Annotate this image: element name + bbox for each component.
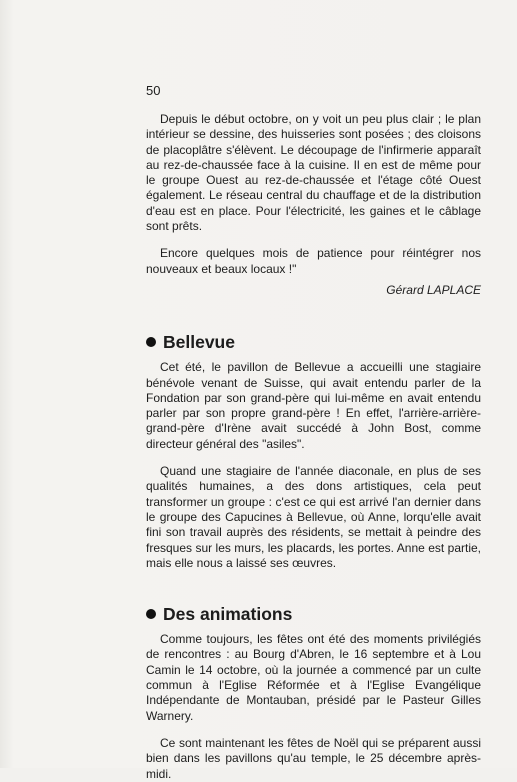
bullet-icon xyxy=(146,337,156,347)
section-heading-animations xyxy=(146,604,481,624)
animations-paragraph-2: Ce sont maintenant les fêtes de Noël qui se préparent aussi bien dans les pavillons qu'au temple, le 25 décembre après-midi. xyxy=(146,735,481,781)
section-heading-text: Des animations xyxy=(163,604,293,625)
section-heading-text: Bellevue xyxy=(163,332,235,353)
page-number: 50 xyxy=(146,83,161,98)
section-heading-bellevue xyxy=(146,332,481,352)
bullet-icon xyxy=(146,609,156,619)
bellevue-paragraph-1: Cet été, le pavillon de Bellevue a accueilli une stagiaire bénévole venant de Suisse, qui avait entendu parler de la Fondation par son grand-père qui lui-même en avait entendu parler par son propre grand-père ! En effet, l'arrière-arrière-grand-père d'Irène avait succédé à John Bost, comme directeur général des "asiles". xyxy=(146,360,481,451)
bellevue-paragraph-2: Quand une stagiaire de l'année diaconale, en plus de ses qualités humaines, a des dons artistiques, cela peut transformer un groupe : c'est ce qui est arrivé l'an dernier dans le groupe des Capucines à Bellevue, où Anne, lorqu'elle avait fini son travail auprès des résidents, se mettait à peindre des fresques sur les murs, les placards, les portes. Anne est partie, mais elle nous a laissé ses œuvres. xyxy=(146,464,481,570)
intro-paragraph-1: Depuis le début octobre, on y voit un peu plus clair ; le plan intérieur se dessine, des huisseries sont posées ; des cloisons de placoplâtre s'élèvent. Le découpage de l'infirmerie apparaît au rez-de-chaussée face à la cuisine. Il en est de même pour le groupe Ouest au rez-de-chaussée et l'étage côté Ouest également. Le réseau central du chauffage et de la distribution d'eau est en place. Pour l'électricité, les gaines et le câblage sont prêts. xyxy=(146,112,481,234)
page-content xyxy=(146,112,481,782)
author-signature: Gérard LAPLACE xyxy=(386,282,481,297)
intro-paragraph-2: Encore quelques mois de patience pour réintégrer nos nouveaux et beaux locaux !" xyxy=(146,246,481,276)
animations-paragraph-1: Comme toujours, les fêtes ont été des moments privilégiés de rencontres : au Bourg d'Abren, le 16 septembre et à Lou Camin le 14 octobre, où la journée a commencé par un culte commun à l'Eglise Réformée et à l'Eglise Evangélique Indépendante de Montauban, présidé par le Pasteur Gilles Warnery. xyxy=(146,632,481,723)
